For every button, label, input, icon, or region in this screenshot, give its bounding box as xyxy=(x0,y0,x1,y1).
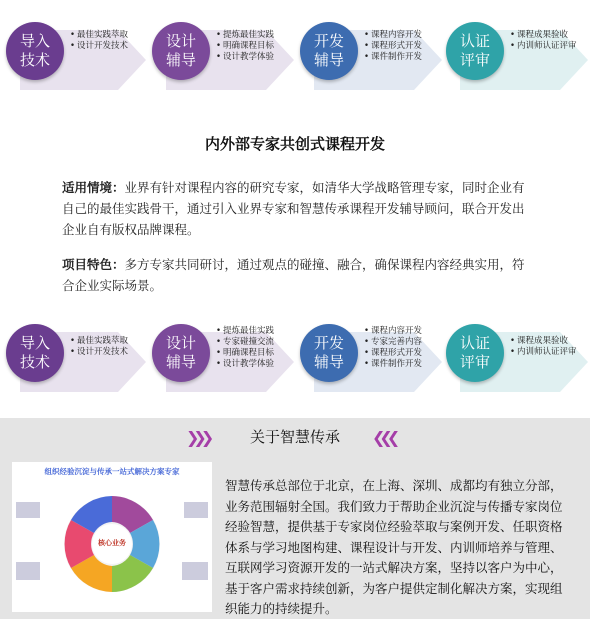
flow-step-design xyxy=(146,12,296,108)
flow-step-develop xyxy=(294,12,444,108)
flow-step-certify xyxy=(440,314,590,410)
flow-step-import xyxy=(0,314,148,410)
step-bullets: • 最佳实践萃取 • 设计开发技术 xyxy=(70,30,128,52)
about-title: 关于智慧传承 xyxy=(249,428,340,446)
process-flow-bottom xyxy=(0,314,590,410)
step-bullets: • 课程成果验收 • 内训师认证评审 xyxy=(510,336,577,358)
solution-diagram xyxy=(12,462,212,612)
step-bullets: • 提炼最佳实践 • 明确课程目标 • 设计教学体验 xyxy=(216,30,274,63)
feature-text: 多方专家共同研讨，通过观点的碰撞、融合，确保课程内容经典实用，符合企业实际场景。 xyxy=(62,257,525,293)
feature-label: 项目特色： xyxy=(62,257,125,272)
scenario-paragraph xyxy=(62,177,532,240)
flow-step-import xyxy=(0,12,148,108)
step-circle: 设计 辅导 xyxy=(152,324,210,382)
scenario-text: 业界有针对课程内容的研究专家，如清华大学战略管理专家，同时企业有自己的最佳实践骨干，通过引入业界专家和智慧传承课程开发辅导顾问，联合开发出企业自有版权品牌课程。 xyxy=(62,180,525,237)
about-text: 智慧传承总部位于北京，在上海、深圳、成都均有独立分部，业务范围辐射全国。我们致力于帮助企业沉淀与传播专家岗位经验智慧，提供基于专家岗位经验萃取与案例开发、任职资格体系与学习地图构建、课程设计与开发、内训师培养与管理、互联网学习资源开发的一站式解决方案，坚持以客户为中心，基于客户需求持续创新，为客户提供定制化解决方案，实现组织能力的持续提升。 xyxy=(225,478,563,616)
chevron-right-icon: ❯❯❯ xyxy=(186,428,209,447)
chevron-left-icon: ❮❮❮ xyxy=(372,428,395,447)
step-circle: 导入 技术 xyxy=(6,324,64,382)
scenario-label: 适用情境： xyxy=(62,180,125,195)
step-bullets: • 课程内容开发 • 专家完善内容 • 课程形式开发 • 课件制作开发 xyxy=(364,326,422,370)
process-flow-top xyxy=(0,12,590,108)
step-bullets: • 最佳实践萃取 • 设计开发技术 xyxy=(70,336,128,358)
step-circle: 开发 辅导 xyxy=(300,324,358,382)
step-bullets: • 提炼最佳实践 • 专家碰撞交流 • 明确课程目标 • 设计教学体验 xyxy=(216,326,274,370)
flow-step-develop xyxy=(294,314,444,410)
step-circle: 认证 评审 xyxy=(446,22,504,80)
step-bullets: • 课程内容开发 • 课程形式开发 • 课件制作开发 xyxy=(364,30,422,63)
step-circle: 开发 辅导 xyxy=(300,22,358,80)
flow-step-design xyxy=(146,314,296,410)
diagram-title: 组织经验沉淀与传承一站式解决方案专家 xyxy=(44,467,180,476)
step-circle: 认证 评审 xyxy=(446,324,504,382)
diagram-center-label: 核心业务 xyxy=(98,539,126,547)
cycle-diagram-graphic xyxy=(12,462,212,612)
step-circle: 设计 辅导 xyxy=(152,22,210,80)
feature-paragraph xyxy=(62,254,532,296)
section-title: 内外部专家共创式课程开发 xyxy=(204,135,385,153)
step-circle: 导入 技术 xyxy=(6,22,64,80)
flow-step-certify xyxy=(440,12,590,108)
step-bullets: • 课程成果验收 • 内训师认证评审 xyxy=(510,30,577,52)
